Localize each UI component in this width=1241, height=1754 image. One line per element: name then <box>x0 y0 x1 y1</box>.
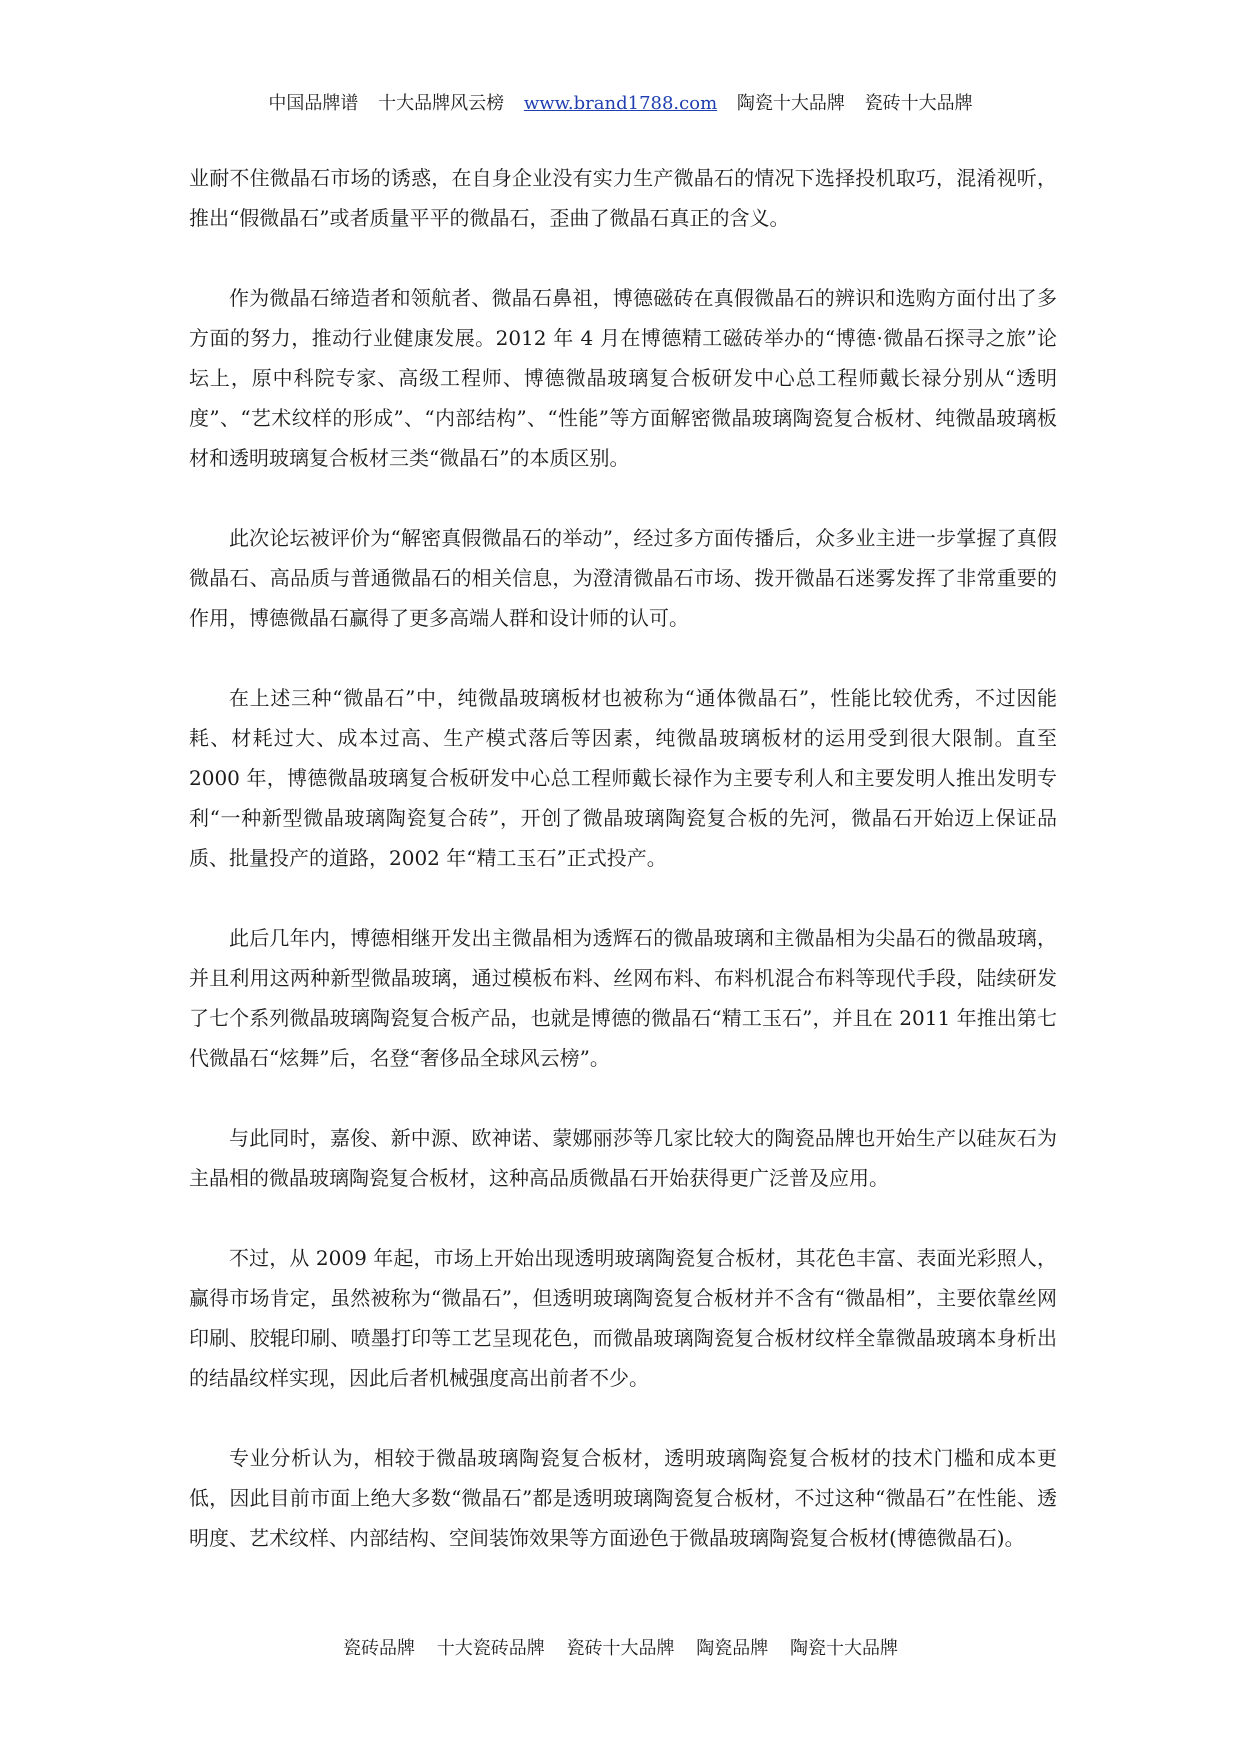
footer-item-top10-tile-brands: 十大瓷砖品牌 <box>436 1638 545 1659</box>
paragraph: 在上述三种“微晶石”中，纯微晶玻璃板材也被称为“通体微晶石”，性能比较优秀，不过因能耗、材耗过大、成本过高、生产模式落后等因素，纯微晶玻璃板材的运用受到很大限制。直至 2000 年，博德微晶玻璃复合板研发中心总工程师戴长禄作为主要专利人和主要发明人推出发明专利“一种新型微晶玻璃陶瓷复合砖”，开创了微晶玻璃陶瓷复合板的先河，微晶石开始迈上保证品质、批量投产的道路，2002 年“精工玉石”正式投产。 <box>189 686 1057 870</box>
paragraph: 不过，从 2009 年起，市场上开始出现透明玻璃陶瓷复合板材，其花色丰富、表面光彩照人，赢得市场肯定，虽然被称为“微晶石”，但透明玻璃陶瓷复合板材并不含有“微晶相”，主要依靠丝网印刷、胶辊印刷、喷墨打印等工艺呈现花色，而微晶玻璃陶瓷复合板材纹样全靠微晶玻璃本身析出的结晶纹样实现，因此后者机械强度高出前者不少。 <box>189 1246 1057 1390</box>
header-item-tile-top10: 瓷砖十大品牌 <box>864 93 973 114</box>
footer-item-ceramics-top10: 陶瓷十大品牌 <box>789 1638 898 1659</box>
footer-item-tile-top10: 瓷砖十大品牌 <box>566 1638 675 1659</box>
paragraph-continuation: 业耐不住微晶石市场的诱惑，在自身企业没有实力生产微晶石的情况下选择投机取巧，混淆视听，推出“假微晶石”或者质量平平的微晶石，歪曲了微晶石真正的含义。 <box>189 166 1057 230</box>
footer-item-tile-brands: 瓷砖品牌 <box>343 1638 416 1659</box>
paragraph: 此次论坛被评价为“解密真假微晶石的举动”，经过多方面传播后，众多业主进一步掌握了真假微晶石、高品质与普通微晶石的相关信息，为澄清微晶石市场、拨开微晶石迷雾发挥了非常重要的作用，博德微晶石赢得了更多高端人群和设计师的认可。 <box>189 526 1057 630</box>
paragraph: 专业分析认为，相较于微晶玻璃陶瓷复合板材，透明玻璃陶瓷复合板材的技术门槛和成本更低，因此目前市面上绝大多数“微晶石”都是透明玻璃陶瓷复合板材，不过这种“微晶石”在性能、透明度、艺术纹样、内部结构、空间装饰效果等方面逊色于微晶玻璃陶瓷复合板材(博德微晶石)。 <box>189 1446 1057 1550</box>
header-item-ceramics-top10: 陶瓷十大品牌 <box>736 93 845 114</box>
paragraph: 与此同时，嘉俊、新中源、欧神诺、蒙娜丽莎等几家比较大的陶瓷品牌也开始生产以硅灰石为主晶相的微晶玻璃陶瓷复合板材，这种高品质微晶石开始获得更广泛普及应用。 <box>189 1126 1057 1190</box>
paragraph: 此后几年内，博德相继开发出主微晶相为透辉石的微晶玻璃和主微晶相为尖晶石的微晶玻璃，并且利用这两种新型微晶玻璃，通过模板布料、丝网布料、布料机混合布料等现代手段，陆续研发了七个系列微晶玻璃陶瓷复合板产品，也就是博德的微晶石“精工玉石”，并且在 2011 年推出第七代微晶石“炫舞”后，名登“奢侈品全球风云榜”。 <box>189 926 1057 1070</box>
header-item-brand-spectrum: 中国品牌谱 <box>268 93 359 114</box>
footer-item-ceramic-brands: 陶瓷品牌 <box>696 1638 769 1659</box>
page-footer <box>0 1637 1241 1661</box>
paragraph: 作为微晶石缔造者和领航者、微晶石鼻祖，博德磁砖在真假微晶石的辨识和选购方面付出了多方面的努力，推动行业健康发展。2012 年 4 月在博德精工磁砖举办的“博德·微晶石探寻之旅”论坛上，原中科院专家、高级工程师、博德微晶玻璃复合板研发中心总工程师戴长禄分别从“透明度”、“艺术纹样的形成”、“内部结构”、“性能”等方面解密微晶玻璃陶瓷复合板材、纯微晶玻璃板材和透明玻璃复合板材三类“微晶石”的本质区别。 <box>189 286 1057 470</box>
header-item-top-brands: 十大品牌风云榜 <box>378 93 505 114</box>
page-header <box>0 92 1241 116</box>
header-website-link[interactable]: www.brand1788.com <box>523 93 718 114</box>
article-body <box>189 158 1057 1598</box>
